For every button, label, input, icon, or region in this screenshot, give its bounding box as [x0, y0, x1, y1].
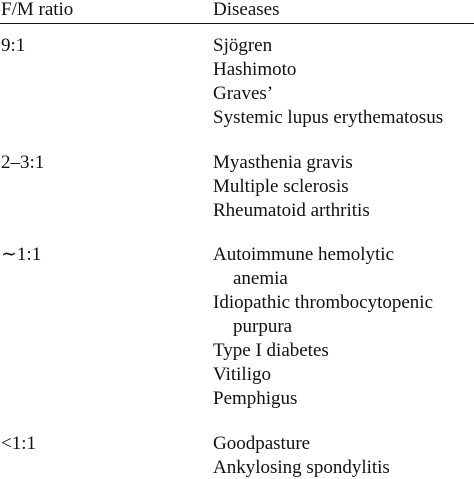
disease-item: [213, 175, 474, 199]
disease-name: Idiopathic thrombocytopenic: [213, 292, 434, 313]
disease-item: [213, 291, 474, 339]
disease-name: Systemic lupus erythematosus: [213, 107, 444, 128]
header-diseases: Diseases: [213, 0, 280, 20]
disease-list: [213, 243, 474, 411]
disease-item: [213, 151, 474, 175]
disease-name: Pemphigus: [213, 388, 298, 409]
disease-name: Rheumatoid arthritis: [213, 200, 370, 221]
disease-item: [213, 363, 474, 387]
disease-list: [213, 432, 474, 479]
disease-name: Myasthenia gravis: [213, 152, 353, 173]
ratio-cell: <1:1: [1, 433, 36, 454]
disease-list: [213, 34, 474, 130]
disease-name: Type I diabetes: [213, 340, 329, 361]
disease-item: [213, 387, 474, 411]
disease-item: [213, 339, 474, 363]
disease-name: Vitiligo: [213, 364, 271, 385]
disease-item: [213, 456, 474, 479]
header-divider: [0, 23, 474, 24]
disease-item: [213, 243, 474, 291]
disease-name: Goodpasture: [213, 433, 311, 454]
header-fm-ratio: F/M ratio: [1, 0, 74, 20]
disease-item: [213, 106, 474, 130]
disease-name: Multiple sclerosis: [213, 176, 349, 197]
ratio-cell: 2–3:1: [1, 152, 45, 173]
disease-name-continuation: anemia: [233, 268, 288, 289]
disease-name: Graves’: [213, 83, 274, 104]
disease-list: [213, 151, 474, 223]
disease-item: [213, 58, 474, 82]
disease-item: [213, 199, 474, 223]
disease-name: Ankylosing spondylitis: [213, 457, 390, 478]
disease-item: [213, 82, 474, 106]
disease-item: [213, 34, 474, 58]
ratio-cell: ∼1:1: [1, 244, 42, 265]
disease-name: Sjögren: [213, 35, 273, 56]
table-header-row: [0, 0, 474, 22]
disease-item: [213, 432, 474, 456]
ratio-cell: 9:1: [1, 35, 26, 56]
disease-name: Autoimmune hemolytic: [213, 244, 395, 265]
disease-name-continuation: purpura: [233, 316, 293, 337]
disease-name: Hashimoto: [213, 59, 297, 80]
